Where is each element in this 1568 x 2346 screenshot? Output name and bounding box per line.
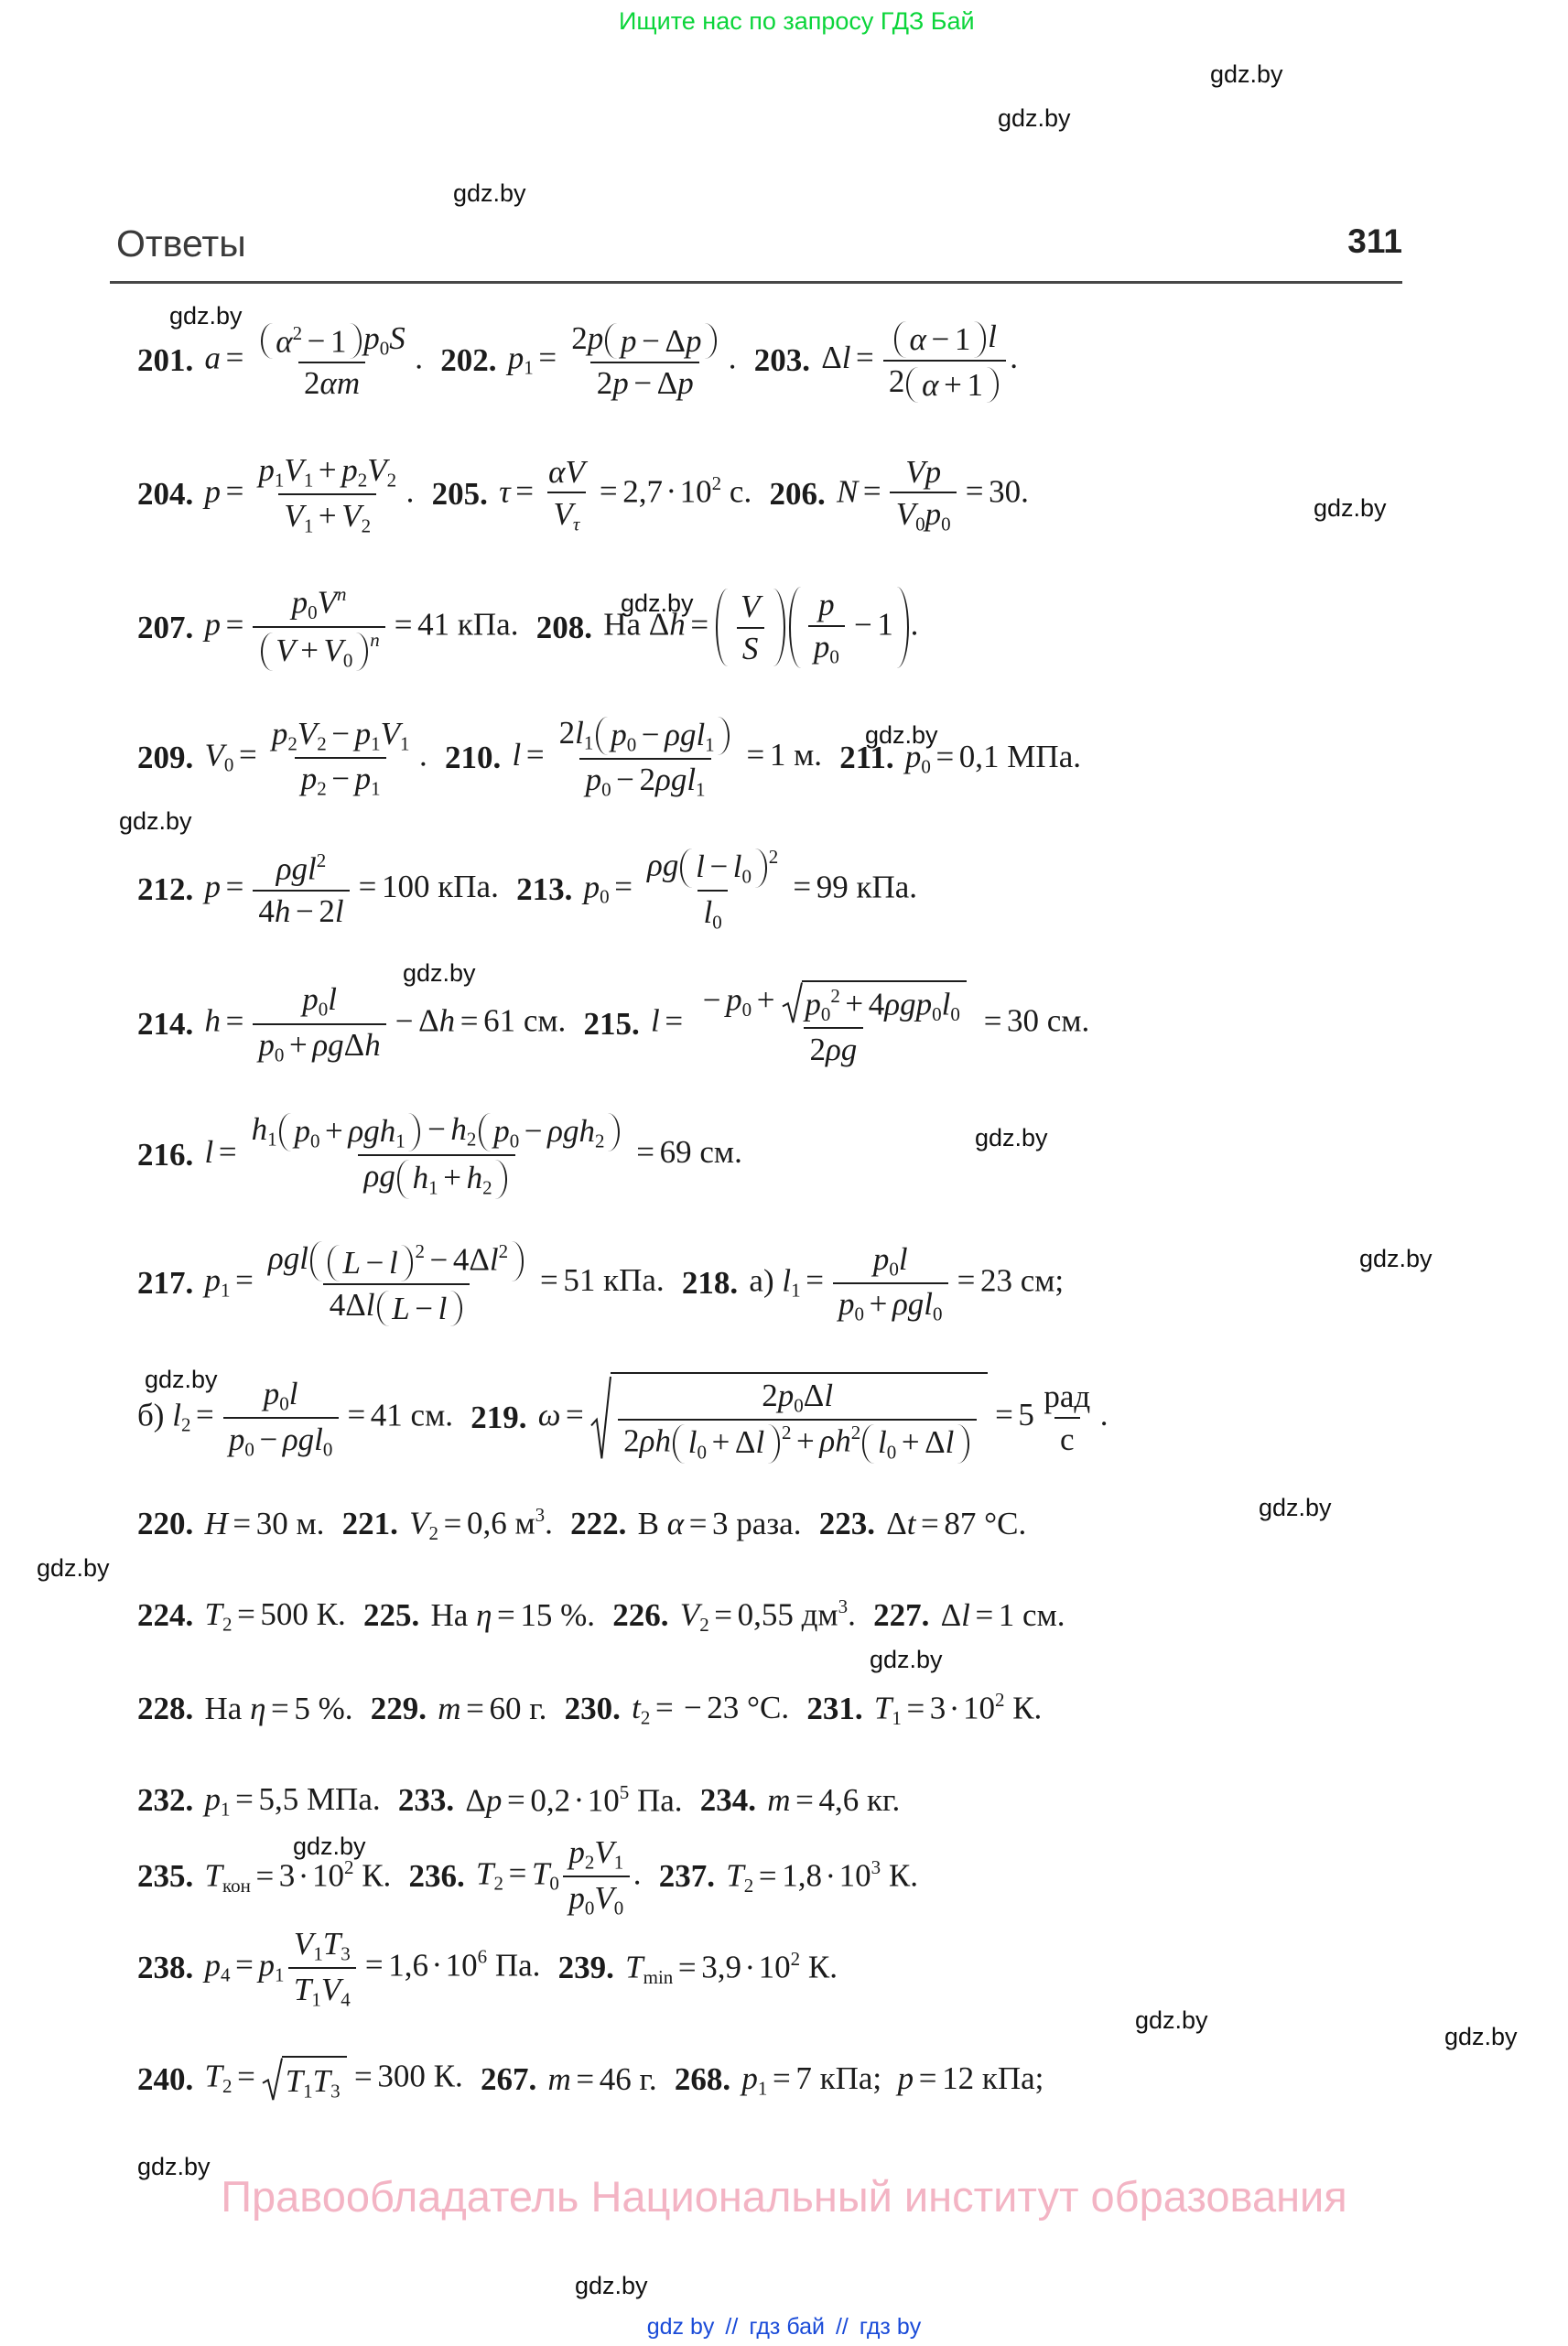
watermark: gdz.by <box>1314 494 1387 522</box>
math-expression: h = $\frac{p0l}{\text{p0 + ρgΔh}}$ − Δh = 61 см. <box>204 981 567 1066</box>
math-expression: V2 = 0,55 $дм^3$. <box>679 1595 856 1636</box>
section-title: Ответы <box>116 222 246 265</box>
answer-line <box>137 1503 1044 1545</box>
math-expression: p1 = ρgl L − l $^2 - 4\Delta l^2$ 4Δl L − l = 51 кПа. <box>204 1240 665 1326</box>
math-expression: l = h1 p0 + ρgh1 − h2 p0 − ρgh2 ρg h1 + h2 = 69 см. <box>204 1111 742 1199</box>
math-expression: p1 = 5,5 МПа. <box>204 1781 381 1821</box>
answer-number: 212. <box>137 871 194 908</box>
math-expression: В α = 3 раза. <box>637 1506 802 1542</box>
watermark: gdz.by <box>1259 1494 1332 1521</box>
math-expression: $T2 = 1,8 \cdot 10^3$ К. <box>726 1856 918 1897</box>
answer-number: 219. <box>470 1400 527 1436</box>
math-expression: p1 = 7 кПа; p = 12 кПа; <box>741 2060 1044 2100</box>
answer-number: 218. <box>681 1265 739 1302</box>
answer-number: 225. <box>363 1597 420 1634</box>
answer-number: 267. <box>480 2060 537 2097</box>
answer-number: 240. <box>137 2060 194 2097</box>
answer-line <box>137 1111 760 1199</box>
math-expression: p = $p0V^n$ V + V0 $^n$ = 41 кПа. <box>204 583 519 671</box>
watermark: gdz.by <box>293 1832 366 1860</box>
answer-number: 209. <box>137 740 194 776</box>
watermark: gdz.by <box>119 807 192 835</box>
answer-number: 237. <box>658 1858 716 1895</box>
answer-line <box>137 980 1107 1067</box>
math-expression: T2 = T0 $\frac{p2V1}{p0V0}$ . <box>476 1834 642 1919</box>
watermark: gdz.by <box>1444 2023 1518 2050</box>
answer-number: 231. <box>806 1691 863 1727</box>
answer-number: 232. <box>137 1781 194 1818</box>
math-expression: Δt = 87 °С. <box>886 1506 1027 1542</box>
answer-number: 210. <box>445 740 502 776</box>
math-expression: m = 4,6 кг. <box>767 1781 901 1818</box>
footer-separator: // <box>835 2314 849 2340</box>
math-expression: τ = $\frac{\alpha V}{V\tau}$ = $2,7 \cdot 10^2$ с. <box>499 453 752 535</box>
answer-number: 234. <box>699 1781 757 1818</box>
watermark: gdz.by <box>1210 60 1283 88</box>
answer-line <box>137 715 1098 801</box>
answer-number: 221. <box>341 1506 398 1542</box>
math-expression: T2 = 500 К. <box>204 1596 346 1636</box>
answer-number: 213. <box>516 871 573 908</box>
answer-line <box>137 1926 855 2011</box>
math-expression: а) l1 = $\frac{p0l}{\text{p0 + ρgl0}}$ = 23 см; <box>749 1240 1065 1325</box>
watermark: gdz.by <box>453 179 526 207</box>
answer-number: 204. <box>137 476 194 513</box>
answer-number: 222. <box>570 1506 627 1542</box>
watermark: gdz.by <box>621 589 694 617</box>
math-expression: Δl = α − 1 l 2 α + 1 . <box>821 319 1018 403</box>
math-expression: T2 = T1T3 = 300 К. <box>205 2056 463 2103</box>
math-expression: $T1 = 3 \cdot 10^2$ К. <box>873 1689 1043 1729</box>
math-expression: V0 = $\frac{p2V2 - p1V1}{p2 - p1}$ . <box>204 715 427 800</box>
answer-number: 220. <box>137 1506 194 1542</box>
answer-line <box>137 1688 1060 1730</box>
math-expression: Δl = 1 см. <box>940 1597 1065 1634</box>
answer-number: 216. <box>137 1136 194 1173</box>
math-expression: p1 = 2p p − Δp 2p − Δp . <box>507 319 737 402</box>
footer-separator: // <box>725 2314 739 2340</box>
answer-line <box>137 319 1035 403</box>
answer-number: 236. <box>408 1858 465 1895</box>
answer-line <box>137 1240 1081 1326</box>
math-expression: m = 46 г. <box>547 2060 657 2097</box>
answer-number: 233. <box>397 1781 455 1818</box>
answer-line <box>137 1834 935 1919</box>
answer-line <box>137 1595 1083 1637</box>
answer-number: 224. <box>137 1597 194 1634</box>
answer-number: 211. <box>839 740 894 776</box>
math-expression: На η = 15 %. <box>430 1597 596 1634</box>
answer-number: 227. <box>873 1597 930 1634</box>
math-expression: N = $\frac{Vp}{V0p0}$ = 30. <box>836 453 1029 535</box>
watermark: gdz.by <box>865 721 938 749</box>
answer-line <box>137 584 936 671</box>
answer-number: 202. <box>440 342 497 379</box>
header-rule <box>110 281 1402 284</box>
watermark: gdz.by <box>137 2153 211 2180</box>
answer-number: 215. <box>583 1005 640 1042</box>
math-expression: Tкон = $3 \cdot 10^2$ К. <box>204 1856 392 1897</box>
answer-number: 228. <box>137 1691 194 1727</box>
answer-line <box>137 1372 1126 1464</box>
footer-link[interactable]: гдз by <box>859 2314 922 2340</box>
math-expression: б) l2 = $\frac{p0l}{\text{p0 − ρgl0}}$ = 41 см. <box>137 1375 453 1460</box>
answer-line <box>137 1779 917 1822</box>
footer-link[interactable]: гдз бай <box>749 2314 825 2340</box>
answer-number: 238. <box>137 1950 194 1986</box>
answer-number: 205. <box>431 476 488 513</box>
promo-note: Ищите нас по запросу ГДЗ Бай <box>619 7 975 35</box>
math-expression: На Δh = $\frac{V}{S}$ $\frac{p}{p0}$ − 1 . <box>603 587 919 668</box>
math-expression: m = 60 г. <box>438 1691 547 1727</box>
watermark: gdz.by <box>37 1554 110 1582</box>
answer-number: 206. <box>769 476 826 513</box>
math-expression: p = $\frac{p1V1 + p2V2}{V1 + V2}$ . <box>204 452 415 536</box>
answer-number: 201. <box>137 342 194 379</box>
answer-line <box>137 2056 1062 2103</box>
answer-number: 208. <box>535 609 592 645</box>
answer-number: 223. <box>818 1506 875 1542</box>
answer-number: 207. <box>137 609 194 645</box>
answer-number: 203. <box>753 342 810 379</box>
answer-number: 229. <box>370 1691 427 1727</box>
answer-number: 268. <box>674 2060 731 2097</box>
answer-number: 230. <box>564 1691 621 1727</box>
page-number: 311 <box>1347 222 1402 260</box>
answer-number: 214. <box>137 1005 194 1042</box>
math-expression: a = $\alpha^2 - 1$ p0S 2αm . <box>204 319 424 402</box>
math-expression: p4 = p1 $\frac{V1T3}{T1V4}$ = $1,6 \cdot 10^6$ Па. <box>204 1926 541 2010</box>
math-expression: l = − p0 + $p0^2 + 4\rho gp0l0$ 2ρg = 30 см. <box>651 981 1090 1067</box>
math-expression: ω = 2p0Δl 2ρh l0 + Δl $^2 + \rho h^2$ l0 + Δl = 5 $\frac{\text{рад}}{с}$ . <box>538 1372 1108 1464</box>
math-expression: V2 = 0,6 $м^3$. <box>409 1504 553 1544</box>
watermark: gdz.by <box>1135 2006 1208 2034</box>
math-expression: l = 2l1 p0 − ρgl1 p0 − 2ρgl1 = 1 м. <box>512 715 823 801</box>
watermark: gdz.by <box>575 2272 648 2299</box>
watermark: gdz.by <box>145 1366 218 1393</box>
math-expression: p0 = ρg l − l0 $^2$ l0 = 99 кПа. <box>583 846 918 934</box>
math-expression: На η = 5 %. <box>204 1691 353 1727</box>
answer-line <box>137 847 935 934</box>
copyright-note: Правообладатель Национальный институт образования <box>221 2172 1347 2221</box>
answer-number: 239. <box>557 1950 614 1986</box>
math-expression: t2 = − 23 °С. <box>632 1690 790 1729</box>
answer-number: 226. <box>612 1597 669 1634</box>
answer-number: 235. <box>137 1858 194 1895</box>
math-expression: $\Delta p = 0,2 \cdot 10^5$ Па. <box>465 1780 683 1819</box>
answer-number: 217. <box>137 1265 194 1302</box>
math-expression: p = $\frac{\rho gl^2}{4h - 2l}$ = 100 кПа. <box>204 849 499 930</box>
footer-links <box>0 2314 1568 2341</box>
watermark: gdz.by <box>998 104 1071 132</box>
math-expression: H = 30 м. <box>204 1506 325 1542</box>
watermark: gdz.by <box>1359 1245 1433 1272</box>
math-expression: p0 = 0,1 МПа. <box>904 739 1081 778</box>
math-expression: $Tmin = 3,9 \cdot 10^2$ К. <box>625 1948 838 1989</box>
footer-link[interactable]: gdz by <box>646 2314 715 2340</box>
watermark: gdz.by <box>870 1646 943 1673</box>
answer-line <box>137 452 1046 537</box>
watermark: gdz.by <box>403 959 476 987</box>
watermark: gdz.by <box>975 1124 1048 1151</box>
watermark: gdz.by <box>169 302 243 330</box>
